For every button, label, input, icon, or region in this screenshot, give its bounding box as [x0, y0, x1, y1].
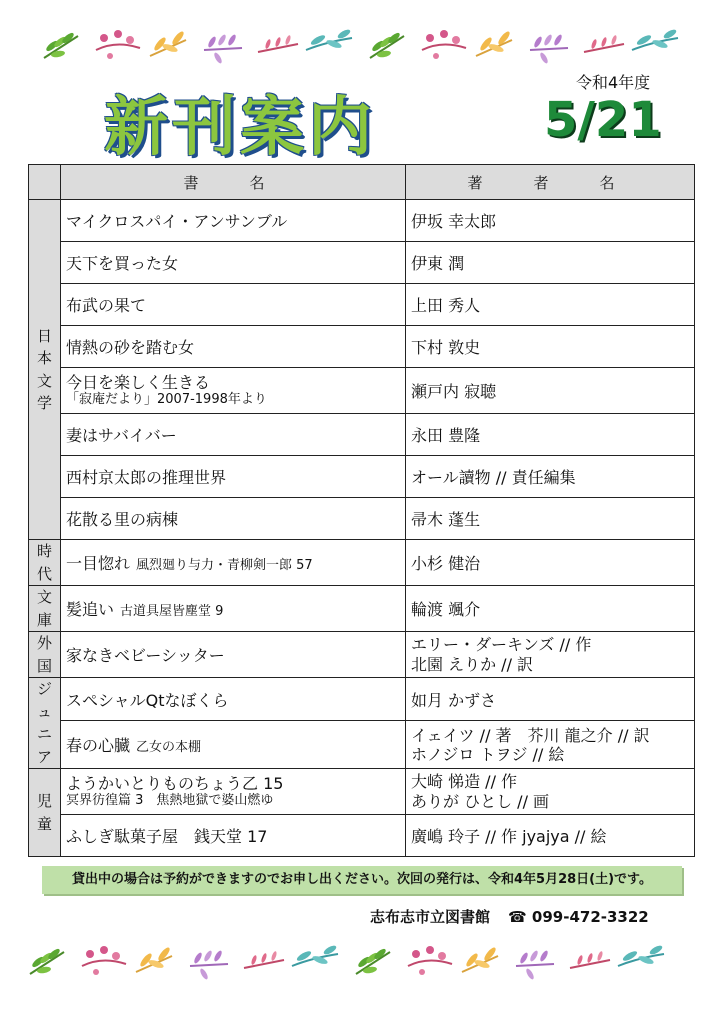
library-name: 志布志市立図書館	[370, 908, 491, 926]
book-title: 花散る里の病棟	[61, 498, 406, 540]
table-row	[29, 678, 695, 721]
book-title: 髪追い 古道具屋皆塵堂 9	[61, 586, 406, 632]
new-books-table	[28, 164, 695, 857]
category-label: 日本文学	[29, 200, 61, 540]
book-author: 伊坂 幸太郎	[406, 200, 695, 242]
table-row	[29, 632, 695, 678]
book-author: イェイツ // 著 芥川 龍之介 // 訳 ホノジロ トヲジ // 絵	[406, 721, 695, 769]
book-series: 古道具屋皆塵堂 9	[120, 604, 224, 619]
book-title: 妻はサバイバー	[61, 414, 406, 456]
book-title: 西村京太郎の推理世界	[61, 456, 406, 498]
leaf-garland-top	[0, 24, 724, 64]
book-title: マイクロスパイ・アンサンブル	[61, 200, 406, 242]
book-title: ようかいとりものちょう乙 15 冥界彷徨篇 3 焦熱地獄で婆山燃ゆ	[61, 769, 406, 815]
page-title: 新刊案内	[104, 91, 376, 165]
book-author: 瀬戸内 寂聴	[406, 368, 695, 414]
column-header-author: 著 者 名	[406, 165, 695, 200]
book-title: 家なきベビーシッター	[61, 632, 406, 678]
phone-number[interactable]: ☎ 099-472-3322	[508, 908, 649, 926]
book-author: 帚木 蓬生	[406, 498, 695, 540]
book-author: オール讀物 // 責任編集	[406, 456, 695, 498]
book-title: 一目惚れ 風烈廻り与力・青柳剣一郎 57	[61, 540, 406, 586]
table-row	[29, 326, 695, 368]
category-label: 児童	[29, 769, 61, 857]
table-row	[29, 414, 695, 456]
table-row	[29, 456, 695, 498]
table-row	[29, 284, 695, 326]
book-author: エリー・ダーキンズ // 作 北園 えりか // 訳	[406, 632, 695, 678]
issue-date: 5/21	[544, 92, 662, 148]
book-series: 風烈廻り与力・青柳剣一郎 57	[136, 558, 313, 573]
leaf-garland-bottom	[0, 940, 724, 980]
era-label: 令和4年度	[576, 73, 651, 92]
book-author: 下村 敦史	[406, 326, 695, 368]
table-row	[29, 815, 695, 857]
table-row	[29, 200, 695, 242]
column-header-title: 書 名	[61, 165, 406, 200]
library-footer	[370, 906, 649, 927]
book-title: 春の心臓 乙女の本棚	[61, 721, 406, 769]
book-series: 乙女の本棚	[136, 740, 202, 756]
book-author: 小杉 健治	[406, 540, 695, 586]
table-row	[29, 721, 695, 769]
book-author: 廣嶋 玲子 // 作 jyajya // 絵	[406, 815, 695, 857]
category-label: 文庫	[29, 586, 61, 632]
reservation-notice: 貸出中の場合は予約ができますのでお申し出ください。次回の発行は、令和4年5月28日(土)です。	[42, 866, 682, 894]
leaf-decoration-icon	[0, 940, 724, 980]
table-row	[29, 540, 695, 586]
header-blank	[29, 165, 61, 200]
category-label: 外国	[29, 632, 61, 678]
category-label: ジュニア	[29, 678, 61, 769]
book-title: ふしぎ駄菓子屋 銭天堂 17	[61, 815, 406, 857]
book-title: 今日を楽しく生きる 「寂庵だより」2007-1998年より	[61, 368, 406, 414]
table-header-row	[29, 165, 695, 200]
book-author: 如月 かずさ	[406, 678, 695, 721]
book-subtitle: 冥界彷徨篇 3 焦熱地獄で婆山燃ゆ	[66, 793, 274, 809]
book-author: 上田 秀人	[406, 284, 695, 326]
book-author: 永田 豊隆	[406, 414, 695, 456]
table-row	[29, 769, 695, 815]
category-label: 時代	[29, 540, 61, 586]
table-row	[29, 586, 695, 632]
table-row	[29, 242, 695, 284]
book-author: 大崎 悌造 // 作 ありが ひとし // 画	[406, 769, 695, 815]
book-title: スペシャルQtなぼくら	[61, 678, 406, 721]
book-title: 情熱の砂を踏む女	[61, 326, 406, 368]
book-author: 輪渡 颯介	[406, 586, 695, 632]
book-title: 布武の果て	[61, 284, 406, 326]
table-row	[29, 368, 695, 414]
book-title: 天下を買った女	[61, 242, 406, 284]
book-author: 伊東 潤	[406, 242, 695, 284]
leaf-decoration-icon	[0, 24, 724, 64]
book-subtitle: 「寂庵だより」2007-1998年より	[66, 392, 267, 408]
table-row	[29, 498, 695, 540]
